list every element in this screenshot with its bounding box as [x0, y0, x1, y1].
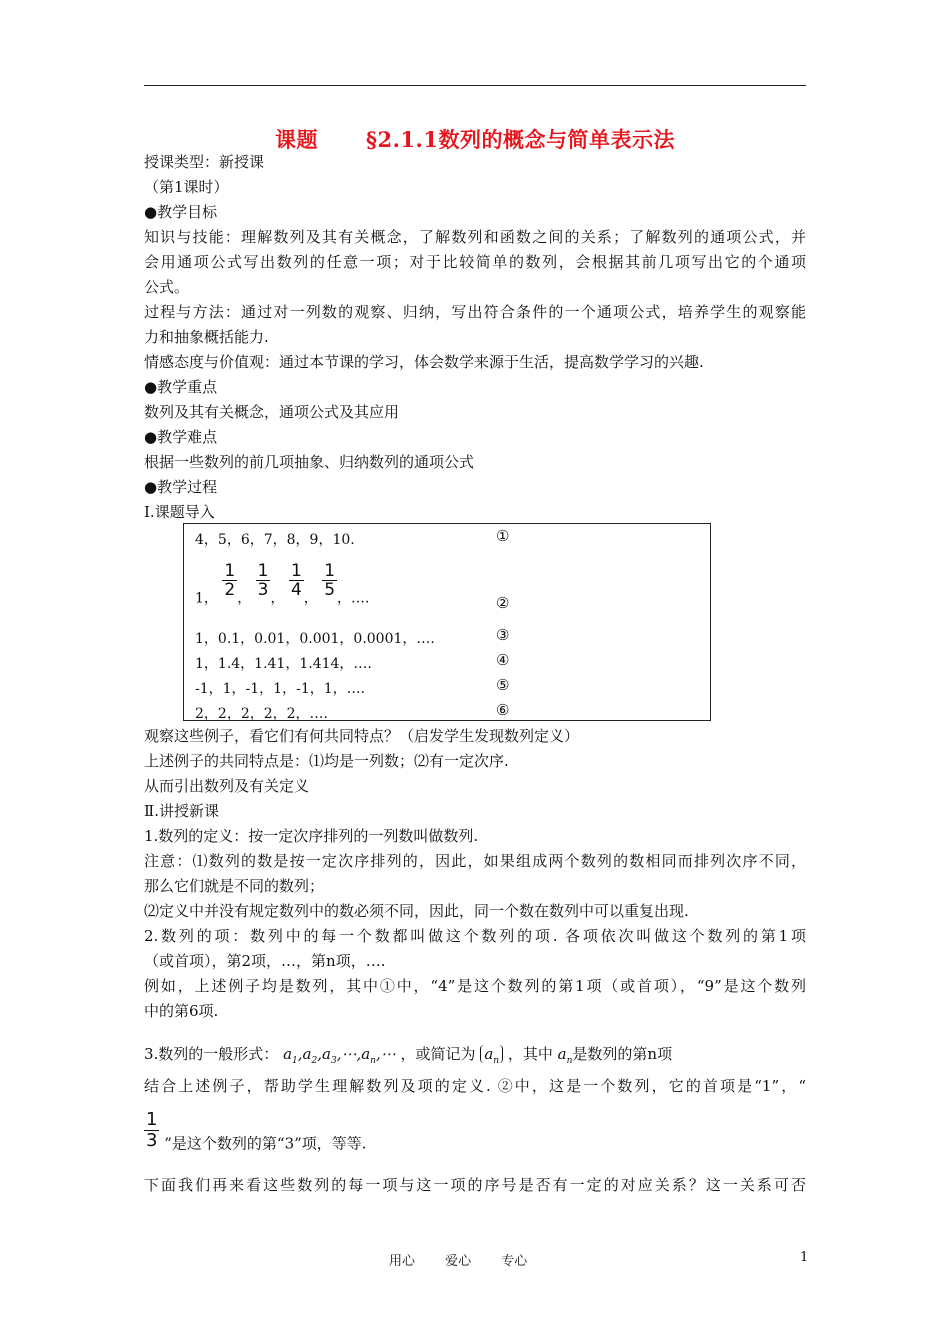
definition-1: 1.数列的定义：按一定次序排列的一列数叫做数列. — [144, 827, 479, 845]
header-rule — [144, 85, 806, 86]
sequence-notation: $a_n$ — [480, 1045, 503, 1063]
definition-2-line-2: （或首项），第2项，…，第n项，…. — [144, 952, 386, 970]
example-row-3: 1，0.1，0.01，0.001，0.0001，…. — [195, 631, 435, 647]
difficulty-heading: ●教学难点 — [144, 428, 218, 446]
observe-text: 观察这些例子，看它们有何共同特点？（启发学生发现数列定义） — [144, 727, 580, 745]
fraction-1-3: $\frac{1}{3}$ — [257, 561, 269, 600]
example-number-2: ② — [496, 594, 510, 612]
next-text: 下面我们再来看这些数列的每一项与这一项的序号是否有一定的对应关系？这一关系可否 — [144, 1176, 806, 1194]
third-term-line: $\frac{1}{3}$ ”是这个数列的第“3”项，等等. — [146, 1109, 367, 1153]
example-row-1: 4，5，6，7，8，9，10. — [195, 532, 355, 548]
section-intro: Ⅰ.课题导入 — [144, 503, 215, 521]
note-line-2: 那么它们就是不同的数列； — [144, 877, 325, 895]
example-number-1: ① — [496, 527, 510, 545]
sequence-formula: $a_1,a_2,a_3,\cdots,a_n,\cdots$ — [283, 1045, 396, 1066]
fraction-1-4: $\frac{1}{4}$ — [290, 561, 302, 600]
footer-motto: 用心 爱心 专心 — [389, 1254, 528, 1269]
example-row-6: 2，2，2，2，2，…. — [195, 706, 328, 722]
example-row-2: 1， $\frac{1}{2}$ ， $\frac{1}{3}$ ， $\frac{1}{4}$ ， $\frac{1}{5}$ ，…. — [195, 561, 370, 607]
process-heading: ●教学过程 — [144, 478, 218, 496]
example-number-6: ⑥ — [496, 701, 510, 719]
key-text: 数列及其有关概念，通项公式及其应用 — [144, 403, 400, 421]
key-heading: ●教学重点 — [144, 378, 218, 396]
row2-prefix: 1， — [195, 590, 218, 607]
goals-emotion: 情感态度与价值观：通过本节课的学习，体会数学来源于生活，提高数学学习的兴趣. — [144, 353, 704, 371]
example-row-4: 1，1.4，1.41，1.414，…. — [195, 656, 372, 672]
lead-text: 从而引出数列及有关定义 — [144, 777, 310, 795]
page-title — [0, 124, 950, 154]
lesson-period: （第1课时） — [144, 178, 229, 196]
examples-box — [183, 523, 711, 721]
fraction-1-2: $\frac{1}{2}$ — [224, 561, 236, 600]
example-number-5: ⑤ — [496, 676, 510, 694]
lesson-type: 授课类型：新授课 — [144, 153, 265, 171]
goals-process-line-2: 力和抽象概括能力. — [144, 328, 269, 346]
general-form: 3.数列的一般形式： $a_1,a_2,a_3,\cdots,a_n,\cdots$ ，或简记为 $a_n$ ，其中 $a_n$是数列的第n项 — [144, 1045, 673, 1066]
section-new-lesson: Ⅱ.讲授新课 — [144, 802, 219, 820]
definition-2-line-1: 2.数列的项：数列中的每一个数都叫做这个数列的项. 各项依次叫做这个数列的第1项 — [144, 927, 806, 945]
example-number-3: ③ — [496, 626, 510, 644]
title-label: 课题 — [275, 127, 319, 152]
example-line-1: 例如，上述例子均是数列，其中①中，“4”是这个数列的第1项（或首项），“9”是这个数列 — [144, 977, 806, 995]
example-row-5: -1，1，-1，1，-1，1，…. — [195, 681, 366, 697]
example-number-4: ④ — [496, 651, 510, 669]
goals-knowledge-line-1: 知识与技能：理解数列及其有关概念，了解数列和函数之间的关系；了解数列的通项公式，并 — [144, 228, 806, 246]
note-line-3: ⑵定义中并没有规定数列中的数必须不同，因此，同一个数在数列中可以重复出现. — [144, 902, 689, 920]
goals-heading: ●教学目标 — [144, 203, 218, 221]
fraction-1-5: $\frac{1}{5}$ — [324, 561, 336, 600]
combine-text: 结合上述例子，帮助学生理解数列及项的定义. ②中，这是一个数列，它的首项是“1”，“ — [144, 1077, 806, 1095]
title-text: §2.1.1数列的概念与简单表示法 — [366, 127, 675, 152]
example-line-2: 中的第6项. — [144, 1002, 219, 1020]
nth-term-symbol: $a_n$ — [557, 1045, 573, 1066]
difficulty-text: 根据一些数列的前几项抽象、归纳数列的通项公式 — [144, 453, 475, 471]
note-line-1: 注意：⑴数列的数是按一定次序排列的，因此，如果组成两个数列的数相同而排列次序不同， — [144, 852, 806, 870]
goals-knowledge-line-3: 公式。 — [144, 278, 190, 296]
goals-knowledge-line-2: 会用通项公式写出数列的任意一项；对于比较简单的数列，会根据其前几项写出它的个通项 — [144, 253, 806, 271]
page-number: 1 — [800, 1250, 809, 1265]
fraction-one-third: $\frac{1}{3}$ — [146, 1109, 158, 1151]
goals-process-line-1: 过程与方法：通过对一列数的观察、归纳，写出符合条件的一个通项公式，培养学生的观察能 — [144, 303, 806, 321]
common-text: 上述例子的共同特点是：⑴均是一列数；⑵有一定次序. — [144, 752, 509, 770]
